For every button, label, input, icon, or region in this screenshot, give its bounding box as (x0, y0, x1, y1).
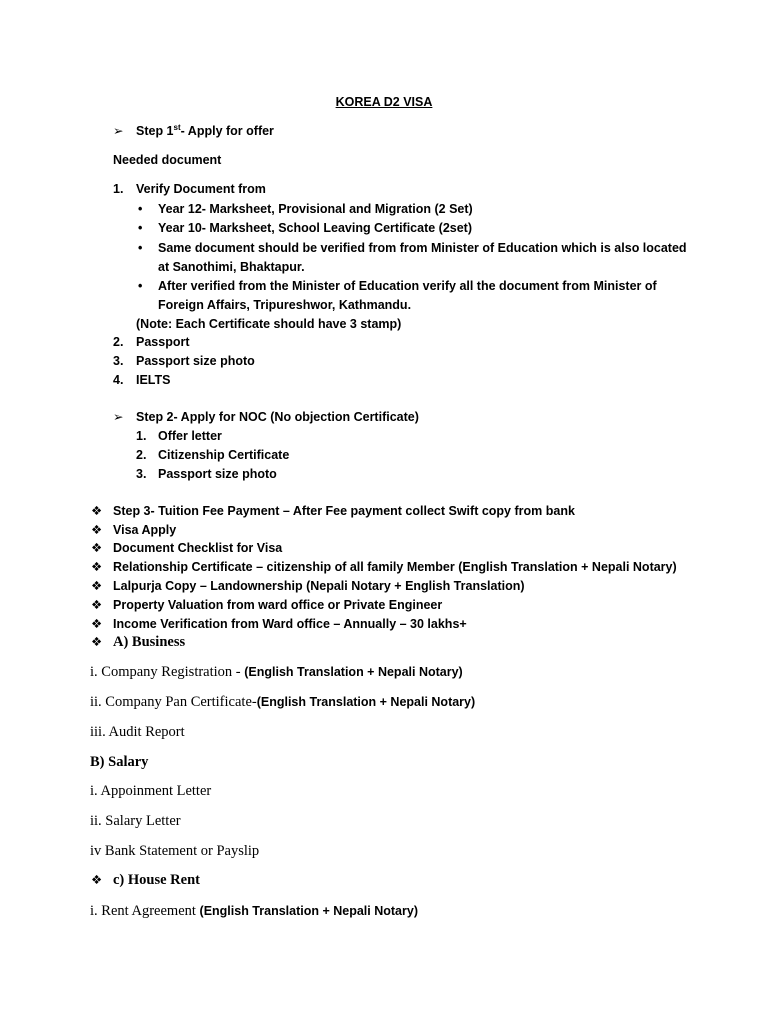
step2-item: Passport size photo (158, 467, 277, 481)
business-heading: A) Business (113, 634, 186, 650)
checklist-item: Visa Apply (113, 523, 177, 537)
doc-item: Passport (136, 335, 190, 349)
list-number: 2. (136, 448, 147, 462)
doc-item: IELTS (136, 373, 171, 387)
diamond-bullet-icon: ❖ (91, 598, 103, 612)
checklist-item: Property Valuation from ward office or Private Engineer (113, 598, 443, 612)
checklist-item: Relationship Certificate – citizenship of all family Member (English Translation + Nepali Notary) (113, 560, 677, 574)
list-number: 1. (136, 429, 147, 443)
checklist-item: Income Verification from Ward office – Annually – 30 lakhs+ (113, 617, 467, 631)
list-number: 3. (113, 354, 124, 368)
doc-item: Passport size photo (136, 354, 255, 368)
step1-label: Step 1st- Apply for offer (136, 122, 274, 138)
verify-bullet-continued: Foreign Affairs, Tripureshwor, Kathmandu. (158, 298, 412, 312)
salary-item: ii. Salary Letter (90, 813, 181, 829)
list-number: 1. (113, 182, 124, 196)
house-rent-heading: c) House Rent (113, 872, 200, 888)
salary-item: iv Bank Statement or Payslip (90, 843, 260, 859)
bullet-dot-icon: • (138, 202, 143, 216)
diamond-bullet-icon: ❖ (91, 523, 103, 537)
diamond-bullet-icon: ❖ (91, 635, 103, 649)
verify-bullet-continued: at Sanothimi, Bhaktapur. (158, 260, 305, 274)
diamond-bullet-icon: ❖ (91, 873, 103, 887)
step2-item: Offer letter (158, 429, 222, 443)
diamond-bullet-icon: ❖ (91, 560, 103, 574)
arrow-bullet-icon: ➢ (113, 410, 124, 424)
verify-bullet: Year 12- Marksheet, Provisional and Migration (2 Set) (158, 202, 473, 216)
diamond-bullet-icon: ❖ (91, 579, 103, 593)
verify-bullet: After verified from the Minister of Education verify all the document from Minister of (158, 279, 657, 293)
verify-note: (Note: Each Certificate should have 3 stamp) (136, 317, 402, 331)
business-item: ii. Company Pan Certificate-(English Translation + Nepali Notary) (90, 694, 476, 710)
house-rent-item: i. Rent Agreement (English Translation + Nepali Notary) (90, 903, 418, 919)
diamond-bullet-icon: ❖ (91, 541, 103, 555)
bullet-dot-icon: • (138, 241, 143, 255)
checklist-item: Step 3- Tuition Fee Payment – After Fee payment collect Swift copy from bank (113, 504, 575, 518)
step2-item: Citizenship Certificate (158, 448, 290, 462)
needed-document-label: Needed document (113, 153, 222, 167)
salary-item: i. Appoinment Letter (90, 783, 212, 799)
business-item: i. Company Registration - (English Translation + Nepali Notary) (90, 664, 463, 680)
verify-heading: Verify Document from (136, 182, 266, 196)
checklist-item: Lalpurja Copy – Landownership (Nepali Notary + English Translation) (113, 579, 525, 593)
document-title: KOREA D2 VISA (335, 95, 433, 109)
bullet-dot-icon: • (138, 279, 143, 293)
verify-bullet: Same document should be verified from from Minister of Education which is also located (158, 241, 687, 255)
step2-label: Step 2- Apply for NOC (No objection Certificate) (136, 410, 419, 424)
bullet-dot-icon: • (138, 221, 143, 235)
diamond-bullet-icon: ❖ (91, 617, 103, 631)
salary-heading: B) Salary (90, 754, 149, 770)
list-number: 3. (136, 467, 147, 481)
diamond-bullet-icon: ❖ (91, 504, 103, 518)
list-number: 4. (113, 373, 124, 387)
list-number: 2. (113, 335, 124, 349)
arrow-bullet-icon: ➢ (113, 124, 124, 138)
verify-bullet: Year 10- Marksheet, School Leaving Certificate (2set) (158, 221, 473, 235)
business-item: iii. Audit Report (90, 724, 185, 740)
checklist-item: Document Checklist for Visa (113, 541, 283, 555)
